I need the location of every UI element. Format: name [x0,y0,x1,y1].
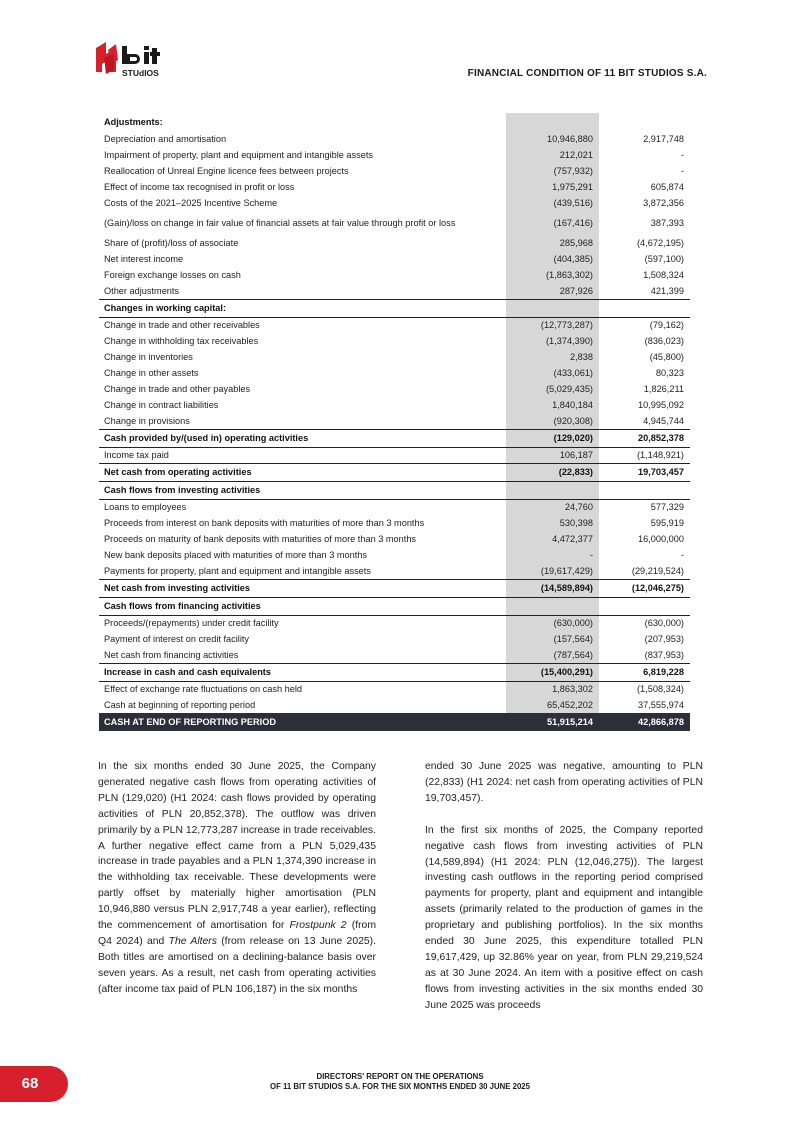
page-number: 68 [21,1075,39,1092]
table-row [99,333,690,349]
value-h1-2025: 530,398 [506,515,599,531]
table-row [99,499,690,515]
row-label: Change in provisions [104,415,190,426]
row-label: Proceeds/(repayments) under credit facility [104,618,279,629]
table-row [99,299,690,317]
row-label: Change in withholding tax receivables [104,336,259,346]
value-h1-2025: (787,564) [506,647,599,663]
table-row [99,713,690,731]
row-label: Change in other assets [104,368,199,378]
value-h1-2025: 285,968 [506,235,599,251]
value-h1-2025: (157,564) [506,631,599,647]
value-h1-2025: 2,838 [506,349,599,365]
table-row [99,615,690,631]
table-row [99,547,690,563]
value-h1-2024: (45,800) [649,352,684,362]
value-h1-2024: (1,508,324) [637,684,684,695]
table-row [99,317,690,333]
value-h1-2025: (15,400,291) [506,663,599,681]
value-h1-2025: 212,021 [506,147,599,163]
row-label: CASH AT END OF REPORTING PERIOD [99,713,506,731]
value-h1-2024: 2,917,748 [643,134,684,144]
value-h1-2025: 287,926 [506,283,599,299]
svg-text:STUdIOS: STUdIOS [122,68,159,78]
value-h1-2024 [599,597,690,615]
row-label: Income tax paid [104,450,169,460]
value-h1-2025: (1,374,390) [506,333,599,349]
footer-report-title [200,1072,600,1092]
table-row [99,429,690,447]
table-row [99,195,690,211]
value-h1-2025: (22,833) [506,463,599,481]
cash-flow-table [99,113,690,731]
value-h1-2025: 1,840,184 [506,397,599,413]
value-h1-2024: 387,393 [650,218,684,228]
table-row [99,381,690,397]
row-label: Cash flows from investing activities [104,485,261,495]
value-h1-2024: 10,995,092 [638,400,684,410]
row-label: Change in trade and other receivables [104,320,260,331]
value-h1-2024: 421,399 [650,285,684,296]
value-h1-2025: (920,308) [506,413,599,429]
value-h1-2024: - [680,150,684,160]
table-row [99,481,690,499]
row-label: Change in inventories [104,352,193,362]
value-h1-2024: 16,000,000 [638,534,684,544]
body-paragraph: In the first six months of 2025, the Company reported negative cash flows from investing activities of PLN (14,589,894) (H1 2024: PLN (12,046,275)). The largest investing cash outflows in the reporting period comprised payments for property, plant and equipment and intangible assets (primarily related to the production of games in the proprietary and publishing portfolios). In the six months ended 30 June 2025, this expenditure totalled PLN 19,617,429, up 32.86% year on year, from PLN 29,219,524 as at 30 June 2024. An item with a positive effect on cash flows from investing activities in the six months ended 30 June 2025 was proceeds [425,824,703,1011]
table-row [99,697,690,713]
value-h1-2024: (1,148,921) [637,450,684,460]
row-label: Net cash from investing activities [99,579,506,597]
value-h1-2024: - [680,550,684,560]
value-h1-2024: 605,874 [650,182,684,192]
value-h1-2025: 24,760 [506,499,599,515]
row-label: Loans to employees [104,502,187,513]
row-label: New bank deposits placed with maturities of more than 3 months [104,550,367,560]
row-label: Reallocation of Unreal Engine licence fees between projects [104,166,349,176]
value-h1-2024 [599,113,690,131]
table-row [99,113,690,131]
value-h1-2024: 4,945,744 [643,415,684,426]
value-h1-2025 [506,299,599,317]
value-h1-2024: (207,953) [644,634,684,644]
table-row [99,631,690,647]
value-h1-2024: 1,826,211 [643,384,684,394]
value-h1-2024: (29,219,524) [631,565,684,576]
table-row [99,413,690,429]
value-h1-2024: (4,672,195) [637,238,684,248]
value-h1-2025: (1,863,302) [506,267,599,283]
body-paragraph: ended 30 June 2025 was negative, amounting to PLN (22,833) (H1 2024: net cash from operating activities of PLN 19,703,457). [425,761,703,804]
table-row [99,463,690,481]
value-h1-2025: (433,061) [506,365,599,381]
row-label: Payments for property, plant and equipment and intangible assets [104,565,371,576]
row-label: Share of (profit)/loss of associate [104,238,239,248]
value-h1-2025 [506,481,599,499]
value-h1-2025: (19,617,429) [506,563,599,579]
page-header-title: FINANCIAL CONDITION OF 11 BIT STUDIOS S.A. [467,68,707,79]
value-h1-2025: 65,452,202 [506,697,599,713]
value-h1-2025: 1,975,291 [506,179,599,195]
row-label: Foreign exchange losses on cash [104,270,241,280]
value-h1-2024: 42,866,878 [599,713,690,731]
value-h1-2024: (837,953) [644,649,684,660]
body-column-left [98,759,376,998]
value-h1-2024: 577,329 [650,502,684,513]
value-h1-2024: (630,000) [644,618,684,629]
footer-line: OF 11 BIT STUDIOS S.A. FOR THE SIX MONTHS ENDED 30 JUNE 2025 [270,1082,530,1091]
value-h1-2024: - [680,166,684,176]
value-h1-2024: (79,162) [649,320,684,331]
value-h1-2025: (167,416) [506,211,599,235]
row-label: Adjustments: [104,117,163,127]
value-h1-2024: (12,046,275) [599,579,690,597]
table-row [99,131,690,147]
footer-line: DIRECTORS' REPORT ON THE OPERATIONS [316,1072,484,1081]
value-h1-2025: (757,932) [506,163,599,179]
value-h1-2025: 106,187 [506,447,599,463]
table-row [99,163,690,179]
value-h1-2025: 51,915,214 [506,713,599,731]
table-row [99,579,690,597]
row-label: (Gain)/loss on change in fair value of financial assets at fair value through profit or loss [104,218,456,228]
row-label: Changes in working capital: [104,303,227,313]
value-h1-2025: - [506,547,599,563]
value-h1-2024: 6,819,228 [599,663,690,681]
table-row [99,447,690,463]
row-label: Net cash from financing activities [104,649,239,660]
value-h1-2025: (630,000) [506,615,599,631]
table-row [99,597,690,615]
value-h1-2024: 595,919 [650,518,684,528]
value-h1-2024: (836,023) [644,336,684,346]
table-row [99,235,690,251]
table-row [99,179,690,195]
row-label: Payment of interest on credit facility [104,634,250,644]
table-row [99,563,690,579]
value-h1-2024: 3,872,356 [643,198,684,208]
table-row [99,147,690,163]
table-row [99,251,690,267]
game-title: Frostpunk 2 [289,920,347,932]
table-row [99,211,690,235]
row-label: Effect of exchange rate fluctuations on cash held [104,684,303,695]
row-label: Other adjustments [104,285,180,296]
value-h1-2024 [599,299,690,317]
table-row [99,267,690,283]
value-h1-2025: 1,863,302 [506,681,599,697]
row-label: Net interest income [104,254,184,264]
value-h1-2025: (14,589,894) [506,579,599,597]
value-h1-2025: (12,773,287) [506,317,599,333]
row-label: Effect of income tax recognised in profit or loss [104,182,295,192]
value-h1-2025: (404,385) [506,251,599,267]
row-label: Cash at beginning of reporting period [104,700,256,710]
body-column-right [425,759,703,1014]
row-label: Change in trade and other payables [104,384,251,394]
value-h1-2025: (5,029,435) [506,381,599,397]
game-title: The Alters [168,935,217,947]
company-logo [94,40,174,84]
table-row [99,531,690,547]
table-row [99,663,690,681]
row-label: Impairment of property, plant and equipment and intangible assets [104,150,373,160]
value-h1-2024: 1,508,324 [643,270,684,280]
table-row [99,365,690,381]
row-label: Change in contract liabilities [104,400,219,410]
row-label: Depreciation and amortisation [104,134,227,144]
table-row [99,515,690,531]
table-row [99,681,690,697]
value-h1-2025 [506,597,599,615]
value-h1-2025: (129,020) [506,429,599,447]
value-h1-2025: 10,946,880 [506,131,599,147]
row-label: Proceeds on maturity of bank deposits with maturities of more than 3 months [104,534,417,544]
row-label: Cash provided by/(used in) operating activities [99,429,506,447]
row-label: Cash flows from financing activities [104,601,261,611]
row-label: Net cash from operating activities [99,463,506,481]
value-h1-2024: 37,555,974 [638,700,684,710]
row-label: Increase in cash and cash equivalents [99,663,506,681]
value-h1-2024: 80,323 [655,368,684,378]
table-row [99,647,690,663]
row-label: Proceeds from interest on bank deposits with maturities of more than 3 months [104,518,425,528]
table-row [99,397,690,413]
value-h1-2024: (597,100) [644,254,684,264]
table-row [99,283,690,299]
table-row [99,349,690,365]
value-h1-2025: (439,516) [506,195,599,211]
value-h1-2024: 19,703,457 [599,463,690,481]
body-paragraph: In the six months ended 30 June 2025, the Company generated negative cash flows from operating activities of PLN (129,020) (H1 2024: cash flows provided by operating activities of PLN 20,852,378). The outflow was driven primarily by a PLN 12,773,287 increase in trade receivables. A further negative effect came from a PLN 5,029,435 increase in trade payables and a PLN 1,374,390 increase in the withholding tax receivable. These developments were partly offset by materially higher amortisation (PLN 10,946,880 versus PLN 2,917,748 a year earlier), reflecting the commencement of amortisation for Frostpunk 2 (from Q4 2024) and The Alters (from release on 13 June 2025). Both titles are amortised on a declining-balance basis over seven years. As a result, net cash from operating activities (after income tax paid of PLN 106,187) in the six months [98,761,377,995]
value-h1-2025: 4,472,377 [506,531,599,547]
logo-icon [94,40,174,84]
value-h1-2024: 20,852,378 [599,429,690,447]
row-label: Costs of the 2021–2025 Incentive Scheme [104,198,278,208]
value-h1-2025 [506,113,599,131]
value-h1-2024 [599,481,690,499]
